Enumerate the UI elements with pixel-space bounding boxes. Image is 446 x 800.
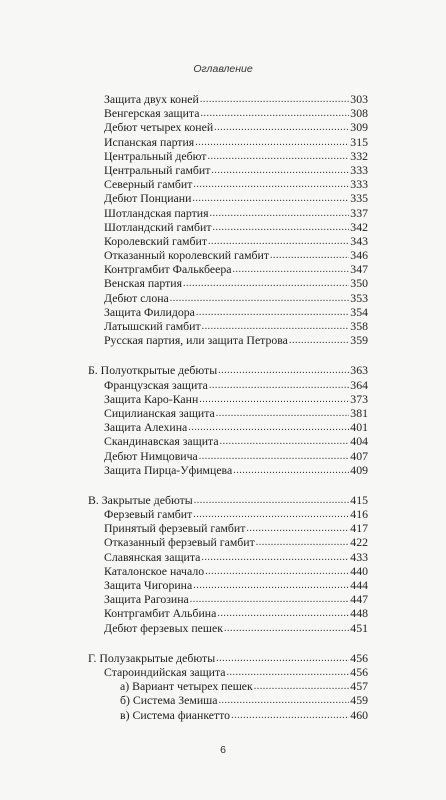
toc-entry	[104, 420, 368, 434]
dot-leader	[199, 393, 349, 407]
toc-section	[0, 651, 446, 722]
toc-entry-page: 309	[350, 120, 368, 135]
toc-entry-page: 401	[350, 420, 368, 435]
toc-entry-page: 451	[350, 620, 368, 635]
toc-entry-title: Защита Рагозина	[104, 592, 189, 607]
toc-entry-title: В. Закрытые дебюты	[88, 492, 193, 507]
dot-leader	[227, 666, 350, 680]
toc-entry-title: Венская партия	[104, 276, 183, 291]
dot-leader	[219, 694, 350, 708]
toc-entry-page: 332	[350, 148, 368, 163]
toc-entry	[104, 434, 368, 448]
toc-entry-title: Контргамбит Альбина	[104, 606, 217, 621]
dot-leader	[209, 379, 349, 393]
toc-entry-title: Шотландский гамбит	[104, 219, 212, 234]
toc-entry	[104, 392, 368, 406]
toc-entry-title: Г. Полузакрытые дебюты	[88, 650, 216, 665]
toc-entry-title: Дебют слона	[104, 290, 169, 305]
toc-entry-page: 347	[350, 262, 368, 277]
toc-entry-title: Защита Пирца-Уфимцева	[104, 462, 233, 477]
toc-entry-title: Защита Алехина	[104, 420, 188, 435]
toc-entry	[104, 333, 368, 347]
dot-leader	[199, 450, 350, 464]
dot-leader	[194, 494, 350, 508]
toc-entry	[104, 578, 368, 592]
toc-entry-title: Латышский гамбит	[104, 319, 201, 333]
toc-entry-page: 315	[350, 134, 368, 149]
toc-entry	[104, 521, 368, 535]
toc-entry-title: Б. Полуоткрытые дебюты	[88, 363, 218, 378]
dot-leader	[213, 221, 350, 235]
toc-entry	[104, 276, 368, 290]
toc-entry-title: Каталонское начало	[104, 563, 205, 578]
toc-entry-title: Дебют ферзевых пешек	[104, 620, 223, 635]
toc-entry	[104, 163, 368, 177]
dot-leader	[246, 522, 349, 536]
dot-leader	[195, 136, 349, 150]
toc-entry	[104, 406, 368, 420]
toc-entry-page: 343	[350, 233, 368, 248]
toc-entry-title: Скандинавская защита	[104, 434, 219, 449]
toc-entry	[104, 535, 368, 549]
toc-entry	[104, 319, 368, 333]
toc-entry-page: 333	[350, 162, 368, 177]
toc-section	[0, 493, 446, 635]
toc-entry-title: Испанская партия	[104, 134, 195, 149]
toc-entry-page: 363	[350, 363, 368, 378]
toc-entry-title: Защита Филидора	[104, 304, 195, 319]
toc-entry-page: 447	[350, 592, 368, 607]
toc-entry-title: Защита Каро-Канн	[104, 391, 199, 406]
toc-section	[0, 92, 446, 347]
toc-entry-page: 346	[350, 248, 368, 263]
dot-leader	[216, 407, 350, 421]
toc-entry-page: 459	[350, 693, 368, 708]
toc-entry-page: 364	[350, 377, 368, 392]
toc-entry-title: Венгерская защита	[104, 106, 200, 121]
toc-entry	[120, 693, 368, 707]
toc-entry-title: Русская партия, или защита Петрова	[104, 333, 288, 348]
toc-entry-title: а) Вариант четырех пешек	[120, 679, 253, 694]
dot-leader	[270, 249, 349, 263]
toc-entry-title: в) Система фианкетто	[120, 707, 231, 722]
toc-entry-title: Центральный гамбит	[104, 162, 211, 177]
dot-leader	[233, 464, 349, 478]
toc-entry-title: Ферзевый гамбит	[104, 507, 193, 522]
dot-leader	[190, 593, 350, 607]
toc-entry-title: Отказанный королевский гамбит	[104, 248, 270, 263]
toc-entry	[104, 564, 368, 578]
toc-entry	[104, 248, 368, 262]
toc-section	[0, 363, 446, 477]
toc-entry	[104, 305, 368, 319]
toc-entry-page: 358	[350, 319, 368, 333]
toc-entry-title: Защита Чигорина	[104, 578, 193, 592]
toc-entry-title: Шотландская партия	[104, 205, 209, 220]
toc-entry-title: б) Система Земиша	[120, 693, 218, 708]
toc-entry	[104, 665, 368, 679]
dot-leader	[232, 263, 349, 277]
toc-entry-page: 373	[350, 391, 368, 406]
toc-section-heading	[88, 651, 368, 665]
dot-leader	[211, 164, 349, 178]
dot-leader	[170, 292, 350, 306]
toc-entry	[104, 550, 368, 564]
toc-entry-page: 417	[350, 521, 368, 536]
toc-entry-page: 456	[350, 664, 368, 679]
toc-entry-page: 333	[350, 177, 368, 192]
toc-entry	[104, 149, 368, 163]
toc-entry	[104, 92, 368, 106]
toc-entry-title: Дебют Понциани	[104, 191, 192, 206]
toc-entry	[104, 507, 368, 521]
dot-leader	[200, 107, 349, 121]
toc-entry-page: 335	[350, 191, 368, 206]
toc-entry-page: 433	[350, 549, 368, 564]
toc-entry	[104, 291, 368, 305]
dot-leader	[231, 709, 349, 723]
toc-entry-title: Сицилианская защита	[104, 405, 215, 420]
toc-entry	[104, 463, 368, 477]
toc-entry-title: Королевский гамбит	[104, 233, 207, 248]
toc-entry-page: 448	[350, 606, 368, 621]
toc-entry	[104, 120, 368, 134]
toc-entry	[104, 220, 368, 234]
toc-entry	[120, 708, 368, 722]
toc-entry-page: 404	[350, 434, 368, 449]
toc-entry	[104, 606, 368, 620]
toc-entry-page: 350	[350, 276, 368, 291]
toc-entry-page: 422	[350, 535, 368, 550]
toc-entry-page: 456	[350, 650, 368, 665]
dot-leader	[289, 334, 349, 348]
dot-leader	[202, 320, 350, 334]
dot-leader	[218, 364, 349, 378]
toc-entry-title: Защита двух коней	[104, 92, 199, 106]
toc-entry	[104, 191, 368, 205]
toc-entry	[104, 206, 368, 220]
dot-leader	[200, 93, 349, 107]
toc-entry-page: 303	[350, 92, 368, 106]
toc-entry-page: 353	[350, 290, 368, 305]
toc-entry-title: Северный гамбит	[104, 177, 193, 192]
toc-entry-page: 409	[350, 462, 368, 477]
toc-entry-page: 308	[350, 106, 368, 121]
dot-leader	[220, 435, 350, 449]
toc-entry-page: 354	[350, 304, 368, 319]
toc-entry-title: Центральный дебют	[104, 148, 207, 163]
toc-entry-title: Французская защита	[104, 377, 208, 392]
toc-entry	[104, 177, 368, 191]
dot-leader	[214, 121, 349, 135]
dot-leader	[201, 551, 349, 565]
toc-entry-page: 416	[350, 507, 368, 522]
toc-entry-page: 342	[350, 219, 368, 234]
dot-leader	[210, 207, 350, 221]
dot-leader	[256, 536, 350, 550]
dot-leader	[196, 306, 349, 320]
dot-leader	[193, 178, 349, 192]
dot-leader	[207, 150, 349, 164]
page-number: 6	[220, 744, 226, 756]
toc-entry-title: Отказанный ферзевый гамбит	[104, 535, 255, 550]
toc-entry-page: 415	[350, 492, 368, 507]
dot-leader	[254, 680, 350, 694]
toc-entry-page: 337	[350, 205, 368, 220]
toc-entry	[104, 234, 368, 248]
toc-entry-title: Контргамбит Фалькбеера	[104, 262, 232, 277]
dot-leader	[188, 421, 349, 435]
running-header: Оглавление	[193, 63, 253, 75]
toc-entry-title: Дебют Нимцовича	[104, 448, 198, 463]
dot-leader	[216, 652, 349, 666]
dot-leader	[193, 508, 349, 522]
toc-entry	[104, 621, 368, 635]
toc-entry-page: 381	[350, 405, 368, 420]
toc-entry-title: Славянская защита	[104, 549, 201, 564]
table-of-contents	[0, 92, 446, 722]
toc-entry	[104, 378, 368, 392]
toc-entry	[104, 135, 368, 149]
toc-entry	[120, 679, 368, 693]
toc-entry-page: 359	[350, 333, 368, 348]
dot-leader	[205, 565, 349, 579]
dot-leader	[192, 192, 349, 206]
toc-entry-page: 444	[350, 578, 368, 592]
toc-entry-page: 460	[350, 707, 368, 722]
dot-leader	[217, 607, 349, 621]
toc-entry-page: 440	[350, 563, 368, 578]
dot-leader	[193, 579, 349, 593]
dot-leader	[224, 622, 349, 636]
toc-entry	[104, 262, 368, 276]
dot-leader	[183, 277, 349, 291]
toc-entry-title: Дебют четырех коней	[104, 120, 214, 135]
toc-entry-title: Принятый ферзевый гамбит	[104, 521, 246, 536]
toc-section-heading	[88, 493, 368, 507]
toc-entry-title: Староиндийская защита	[104, 664, 226, 679]
toc-section-heading	[88, 363, 368, 377]
toc-entry	[104, 106, 368, 120]
dot-leader	[208, 235, 349, 249]
toc-entry	[104, 592, 368, 606]
toc-entry-page: 407	[350, 448, 368, 463]
toc-entry	[104, 449, 368, 463]
toc-entry-page: 457	[350, 679, 368, 694]
